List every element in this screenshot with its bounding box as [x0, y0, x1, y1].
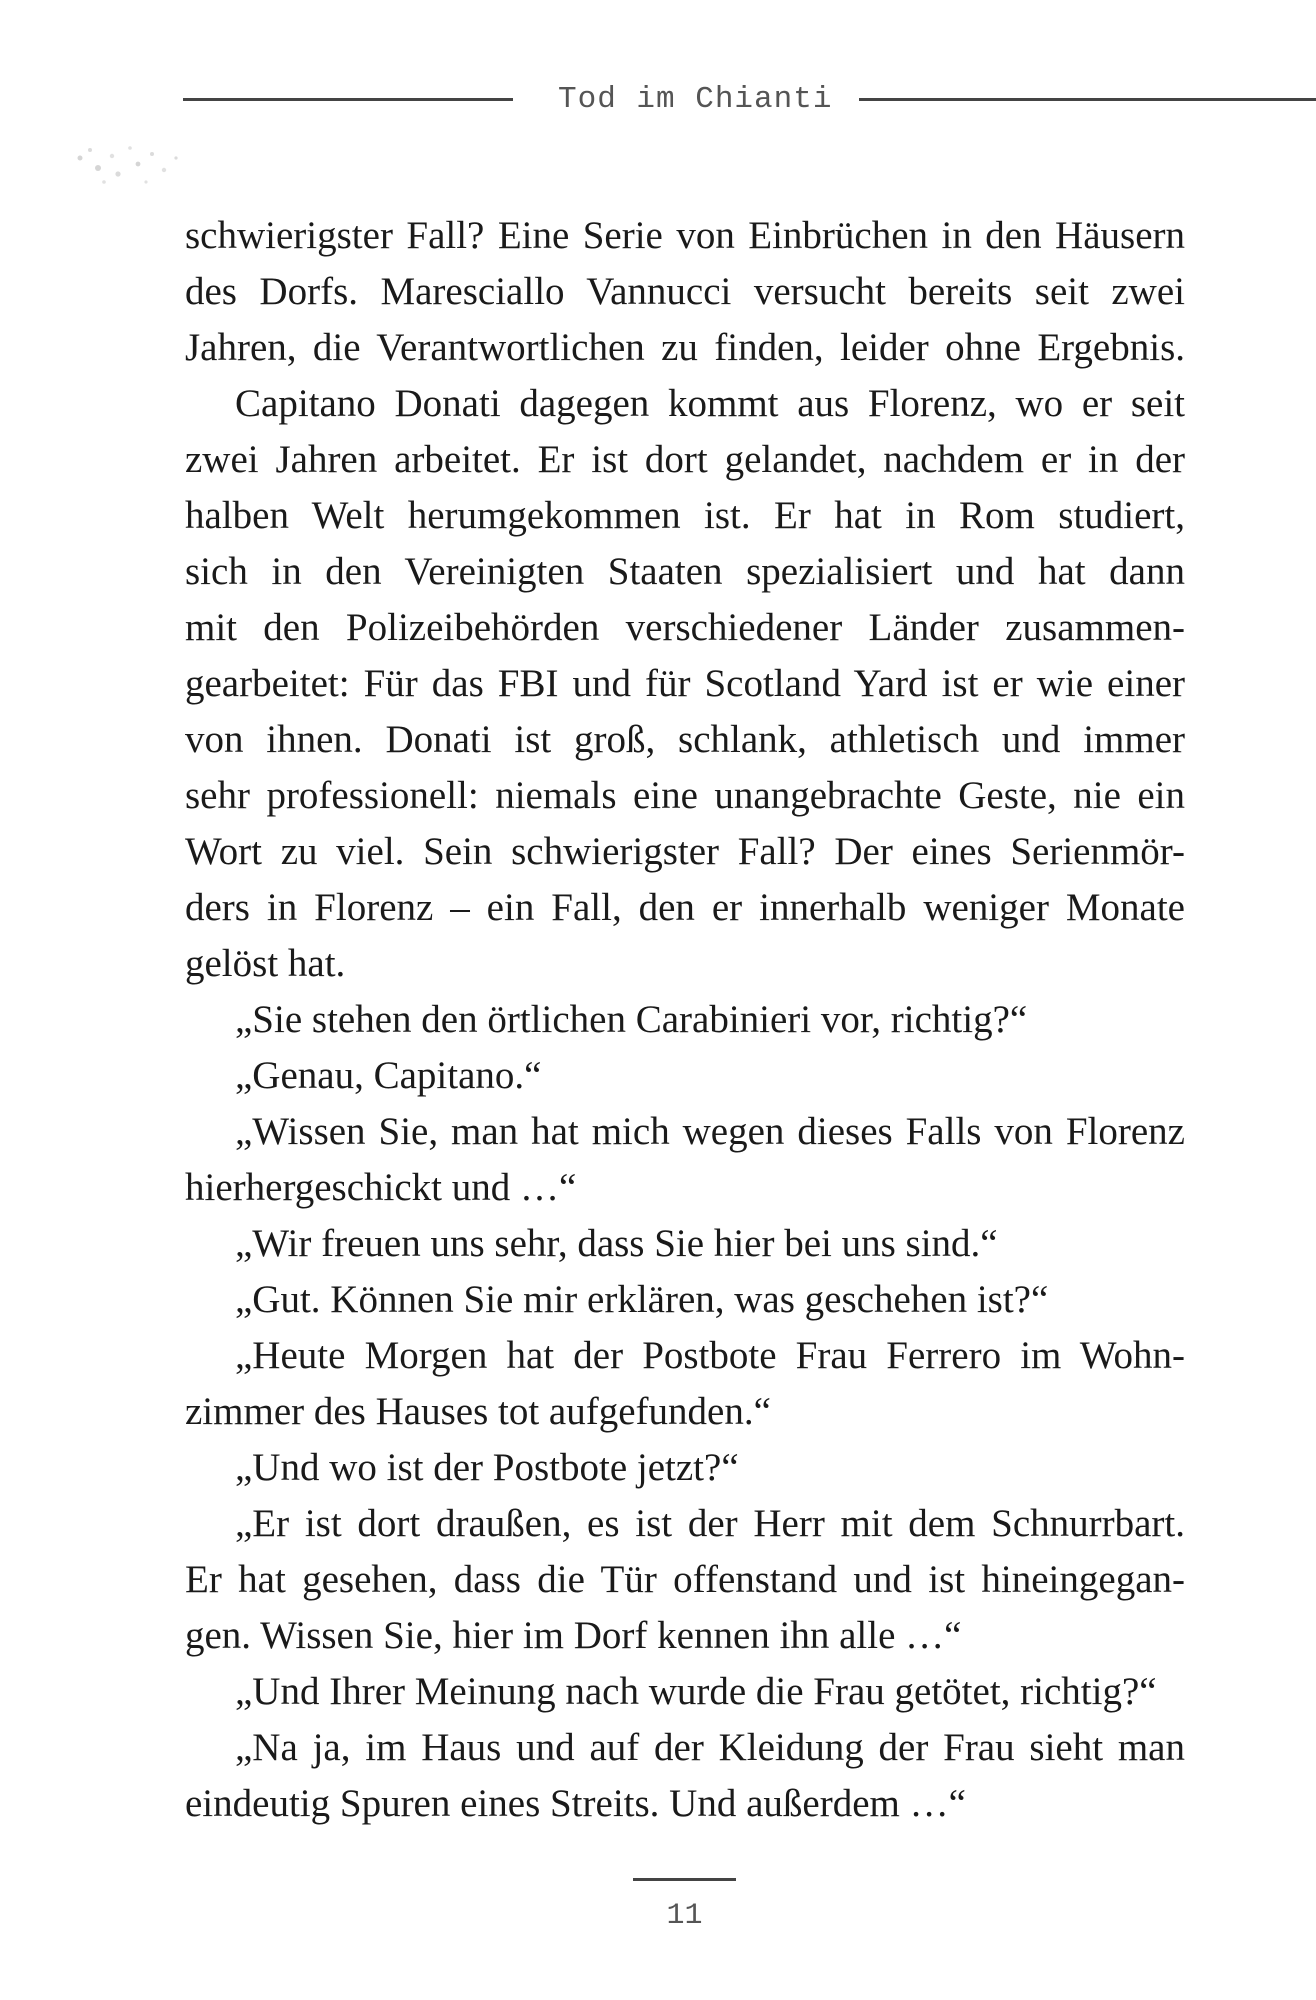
running-header [183, 80, 1316, 120]
text-line: „Und Ihrer Meinung nach wurde die Frau getötet, richtig?“ [235, 1670, 1157, 1713]
text-line: des Dorfs. Maresciallo Vannucci versucht bereits seit zwei [185, 270, 1185, 313]
footer-rule [633, 1878, 736, 1881]
page-number: 11 [666, 1899, 703, 1933]
text-line: „Wir freuen uns sehr, dass Sie hier bei uns sind.“ [235, 1222, 998, 1265]
text-line: eindeutig Spuren eines Streits. Und außerdem …“ [185, 1782, 966, 1825]
header-rule-right [859, 98, 1316, 101]
text-line: zwei Jahren arbeitet. Er ist dort gelandet, nachdem er in der [185, 438, 1185, 481]
text-line: „Und wo ist der Postbote jetzt?“ [235, 1446, 739, 1489]
text-line: „Heute Morgen hat der Postbote Frau Ferrero im Wohn- [235, 1334, 1185, 1377]
text-line: „Wissen Sie, man hat mich wegen dieses Falls von Florenz [235, 1110, 1185, 1153]
header-rule-left [183, 98, 513, 101]
text-line: von ihnen. Donati ist groß, schlank, athletisch und immer [185, 718, 1185, 761]
text-line: mit den Polizeibehörden verschiedener Länder zusammen- [185, 606, 1185, 649]
text-line: gen. Wissen Sie, hier im Dorf kennen ihn alle …“ [185, 1614, 962, 1657]
text-line: halben Welt herumgekommen ist. Er hat in Rom studiert, [185, 494, 1185, 537]
text-line: hierhergeschickt und …“ [185, 1166, 577, 1209]
text-line: Jahren, die Verantwortlichen zu finden, leider ohne Ergebnis. [185, 326, 1185, 369]
text-line: „Gut. Können Sie mir erklären, was geschehen ist?“ [235, 1278, 1049, 1321]
text-line: gelöst hat. [185, 942, 346, 985]
text-line: „Sie stehen den örtlichen Carabinieri vor, richtig?“ [235, 998, 1028, 1041]
text-line: Wort zu viel. Sein schwierigster Fall? Der eines Serienmör- [185, 830, 1185, 873]
text-line: zimmer des Hauses tot aufgefunden.“ [185, 1390, 771, 1433]
text-line: schwierigster Fall? Eine Serie von Einbrüchen in den Häusern [185, 214, 1185, 257]
text-line: ders in Florenz – ein Fall, den er innerhalb weniger Monate [185, 886, 1185, 929]
text-line: sehr professionell: niemals eine unangebrachte Geste, nie ein [185, 774, 1185, 817]
running-title: Tod im Chianti [558, 82, 833, 117]
text-line: Er hat gesehen, dass die Tür offenstand und ist hineingegan- [185, 1558, 1185, 1601]
text-line: sich in den Vereinigten Staaten spezialisiert und hat dann [185, 550, 1185, 593]
text-line: „Genau, Capitano.“ [235, 1054, 542, 1097]
text-line: „Er ist dort draußen, es ist der Herr mit dem Schnurrbart. [235, 1502, 1185, 1545]
ink-smudge-decoration [68, 128, 188, 198]
text-line: „Na ja, im Haus und auf der Kleidung der Frau sieht man [235, 1726, 1185, 1769]
body-text [185, 208, 1185, 1832]
text-line: gearbeitet: Für das FBI und für Scotland Yard ist er wie einer [185, 662, 1185, 705]
text-line: Capitano Donati dagegen kommt aus Florenz, wo er seit [235, 382, 1185, 425]
